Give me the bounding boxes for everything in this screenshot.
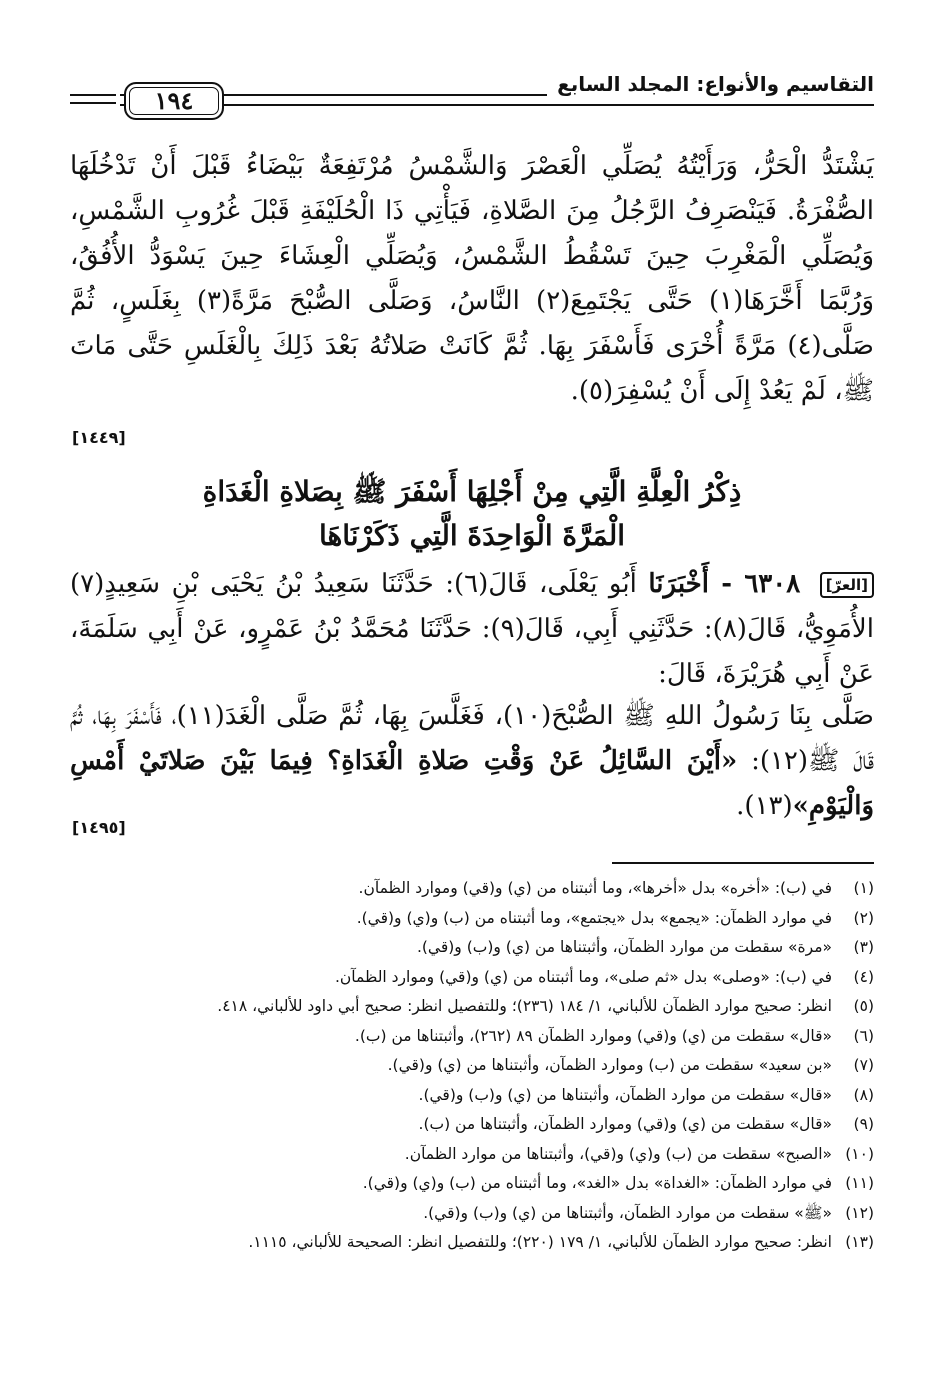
chapter-heading <box>70 470 874 558</box>
footnote: (١١) في موارد الظمآن: «الغداة» بدل «الغد»، وما أثبتناه من (ب) و(ي) و(قي). <box>362 1174 874 1192</box>
footnotes <box>70 874 874 1258</box>
matn-text: صَلَّى بِنَا رَسُولُ اللهِ ﷺ الصُّبْحَ(١٠)، فَغَلَّسَ بِهَا، ثُمَّ صَلَّى الْغَدَ(١١)، فَأَسْفَرَ بِهَا، ثُمَّ قَالَ ﷺ(١٢): <box>70 701 874 776</box>
footnote: (٥) انظر: صحيح موارد الظمآن للألباني، ١/ ١٨٤ (٢٣٦)؛ وللتفصيل انظر: صحيح أبي داود للألباني، ٤١٨. <box>217 997 874 1015</box>
footnote: (٣) «مرة» سقطت من موارد الظمآن، وأثبتناها من (ي) و(ب) و(قي). <box>416 938 874 956</box>
isnad-text: أَبُو يَعْلَى، قَالَ(٦): حَدَّثَنَا سَعِيدُ بْنُ يَحْيَى بْنِ سَعِيدٍ(٧) الأُمَوِيُّ، قَالَ(٨): حَدَّثَنِي أَبِي، قَالَ(٩): حَدَّثَنَا مُحَمَّدُ بْنُ عَمْرٍو، عَنْ أَبِي سَلَمَةَ، عَنْ أَبِي هُرَيْرَةَ، قَالَ: <box>70 569 874 689</box>
footnote: (٨) «قال» سقطت من موارد الظمآن، وأثبتناها من (ي) و(ب) و(قي). <box>418 1085 874 1104</box>
hadith-matn <box>70 694 874 829</box>
hadith-reference-1449: [١٤٤٩] <box>72 428 126 447</box>
hadith-reference-1495: [١٤٩٥] <box>72 818 126 837</box>
page-number: ١٩٤ <box>124 82 224 120</box>
footnote: (١٢) «ﷺ» سقطت من موارد الظمآن، وأثبتناها من (ي) و(ب) و(قي). <box>423 1203 874 1222</box>
prophetic-saying: «أَيْنَ السَّائِلُ عَنْ وَقْتِ صَلاةِ الْغَدَاةِ؟ فِيمَا بَيْنَ صَلاتَيْ أَمْسِ وَالْيَوْمِ» <box>70 746 874 821</box>
hadith-category-box: [العرّ] <box>820 572 874 598</box>
running-title: التقاسيم والأنواع: المجلد السابع <box>547 72 874 96</box>
footnote: (٢) في موارد الظمآن: «يجمع» بدل «يجتمع»، وما أثبتناه من (ب) و(ي) و(قي). <box>356 908 874 927</box>
chapter-heading-line-2: الْمَرَّةَ الْوَاحِدَةَ الَّتِي ذَكَرْنَاهَا <box>318 519 626 552</box>
footnote: (٤) في (ب): «وصلى» بدل «ثم صلى»، وما أثبتناه من (ي) و(قي) وموارد الظمآن. <box>334 967 874 986</box>
footnote: (٩) «قال» سقطت من (ي) و(قي) وموارد الظمآن، وأثبتناها من (ب). <box>418 1115 874 1133</box>
footnote: (١) في (ب): «أخره» بدل «أخرها»، وما أثبتناه من (ي) و(قي) وموارد الظمآن. <box>358 879 874 897</box>
passage-continuation <box>70 144 874 414</box>
matn-footnote-marker: (١٣). <box>736 791 793 821</box>
footnote: (٦) «قال» سقطت من (ي) و(قي) وموارد الظمآن ٨٩ (٢٦٢)، وأثبتناها من (ب). <box>354 1026 874 1045</box>
hadith-isnad <box>70 562 874 697</box>
footnote: (١٣) انظر: صحيح موارد الظمآن للألباني، ١/ ١٧٩ (٢٢٠)؛ وللتفصيل انظر: الصحيحة للألباني، ١١١٥. <box>248 1233 874 1251</box>
chapter-heading-line-1: ذِكْرُ الْعِلَّةِ الَّتِي مِنْ أَجْلِهَا أَسْفَرَ ﷺ بِصَلاةِ الْغَدَاةِ <box>202 475 742 508</box>
hadith-number: ٦٣٠٨ - أَخْبَرَنَا <box>648 569 801 599</box>
header-ornament <box>70 92 120 106</box>
footnote-separator <box>612 862 874 864</box>
page-header <box>70 72 874 122</box>
footnote: (١٠) «الصبح» سقطت من (ب) و(ي) و(قي)، وأثبتناها من موارد الظمآن. <box>404 1144 874 1163</box>
footnote: (٧) «بن سعيد» سقطت من (ب) وموارد الظمآن، وأثبتناها من (ي) و(قي). <box>387 1056 874 1074</box>
passage-text: يَشْتَدُّ الْحَرُّ، وَرَأَيْتُهُ يُصَلِّي الْعَصْرَ وَالشَّمْسُ مُرْتَفِعَةٌ بَيْضَاءُ قَبْلَ أَنْ تَدْخُلَهَا الصُّفْرَةُ. فَيَنْصَرِفُ الرَّجُلُ مِنَ الصَّلاةِ، فَيَأْتِي ذَا الْحُلَيْفَةِ قَبْلَ غُرُوبِ الشَّمْسِ، وَيُصَلِّي الْمَغْرِبَ حِينَ تَسْقُطُ الشَّمْسُ، وَيُصَلِّي الْعِشَاءَ حِينَ يَسْوَدُّ الأُفُقُ، وَرُبَّمَا أَخَّرَهَا(١) حَتَّى يَجْتَمِعَ(٢) النَّاسُ، وَصَلَّى الصُّبْحَ مَرَّةً(٣) بِغَلَسٍ، ثُمَّ صَلَّى(٤) مَرَّةً أُخْرَى فَأَسْفَرَ بِهَا. ثُمَّ كَانَتْ صَلاتُهُ بَعْدَ ذَلِكَ بِالْغَلَسِ حَتَّى مَاتَ ﷺ، لَمْ يَعُدْ إِلَى أَنْ يُسْفِرَ(٥). <box>70 151 875 406</box>
